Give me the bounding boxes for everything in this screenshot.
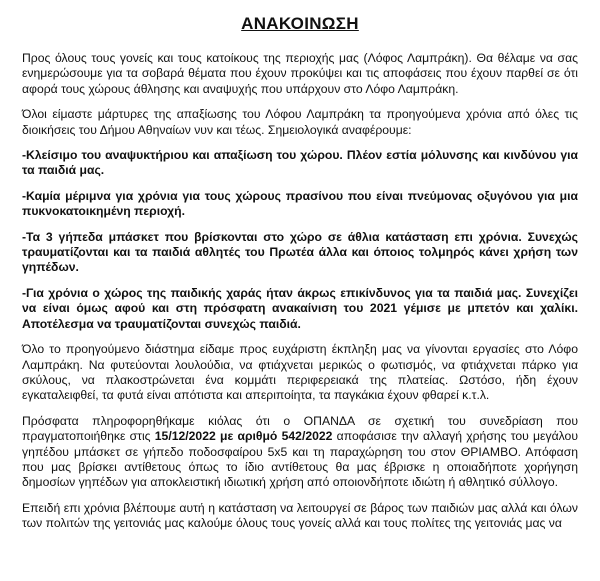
bullet-playground: -Για χρόνια ο χώρος της παιδικής χαράς ήταν άκρως επικίνδυνος για τα παιδιά μας. Συνεχίζει να είναι όμως αφού και στη πρόσφατη ανακαίνιση του 2021 γέμισε με μπετόν και χαλίκι. Αποτέλεσμα να τραυματίζονται συνεχώς παιδιά. <box>22 285 578 331</box>
paragraph-call-to-action: Επειδή επι χρόνια βλέπουμε αυτή η κατάσταση να λειτουργεί σε βάρος των παιδιών μας αλλά και όλων των πολιτών της γειτονιάς μας καλούμε όλους τους γονείς αλλά και τους πολίτες της γειτονιάς μας να <box>22 500 578 531</box>
paragraph-witness: Όλοι είμαστε μάρτυρες της απαξίωσης του Λόφου Λαμπράκη τα προηγούμενα χρόνια από όλες τις διοικήσεις του Δήμου Αθηναίων νυν και τέως. Σημειολογικά αναφέρουμε: <box>22 107 578 137</box>
decision-text-start: Πρόσφατα πληροφορηθήκαμε κιόλας ότι ο ΟΠΑΝΔΑ σε σχετική του συνεδρίαση που πραγματοποιήθηκε στις <box>22 413 578 444</box>
paragraph-opanda-decision <box>22 414 578 491</box>
bullet-basketball-courts: -Τα 3 γήπεδα μπάσκετ που βρίσκονται στο χώρο σε άθλια κατάσταση επι χρόνια. Συνεχώς τραυματίζονται και τα παιδιά αθλητές του Πρωτέα άλλα και όποιος τολμηρός κάνει χρήση των γηπέδων. <box>22 229 578 275</box>
announcement-document <box>22 14 578 542</box>
paragraph-intro: Προς όλους τους γονείς και τους κατοίκους της περιοχής μας (Λόφος Λαμπράκη). Θα θέλαμε να σας ενημερώσουμε για τα σοβαρά θέματα που έχουν προκύψει και τις αποφάσεις που έχουν παρθεί σε ότι αφορά τους χώρους άθλησης και αναψυχής που υπάρχουν στο Λόφο Λαμπράκη. <box>22 51 578 96</box>
decision-text-end: αποφάσισε την αλλαγή χρήσης του μεγάλου γηπέδου μπάσκετ σε γήπεδο ποδοσφαίρου 5x5 και τη παραχώρηση του στον ΘΡΙΑΜΒΟ. Απόφαση που μας βρίσκει αντίθετους όπως το ίδιο αντίθετους θα μας έβρισκε η οποιαδήποτε χορήγηση δημοσίων γηπέδων για αποκλειστική ιδιωτική χρήση από οποιονδήποτε ιδιώτη ή αθλητικό σύλλογο. <box>22 429 578 490</box>
document-title: ΑΝΑΚΟΙΝΩΣΗ <box>241 14 359 33</box>
bullet-refreshment-stand: -Κλείσιμο του αναψυκτήριου και απαξίωση του χώρου. Πλέον εστία μόλυνσης και κινδύνου για τα παιδιά μας. <box>22 148 578 178</box>
decision-date-number: 15/12/2022 με αριθμό 542/2022 <box>154 429 333 444</box>
bullet-green-spaces: -Καμία μέριμνα για χρόνια για τους χώρους πρασίνου που είναι πνεύμονας οξυγόνου για μια πυκνοκατοικημένη περιοχή. <box>22 188 578 219</box>
paragraph-recent-works: Όλο το προηγούμενο διάστημα είδαμε προς ευχάριστη έκπληξη μας να γίνονται εργασίες στο Λόφο Λαμπράκη. Να φυτεύονται λουλούδια, να φτιάχνεται μερικώς ο φωτισμός, να φτιάχνεται πάρκο για σκύλους, να πλακοστρώνεται ένα κομμάτι περιφερειακά της πλατείας. Ωστόσο, ήδη έχουν εγκαταλειφθεί, τα φυτά είναι απότιστα και απεριποίητα, τα παγκάκια έχουν φθαρεί κ.τ.λ. <box>22 342 578 403</box>
